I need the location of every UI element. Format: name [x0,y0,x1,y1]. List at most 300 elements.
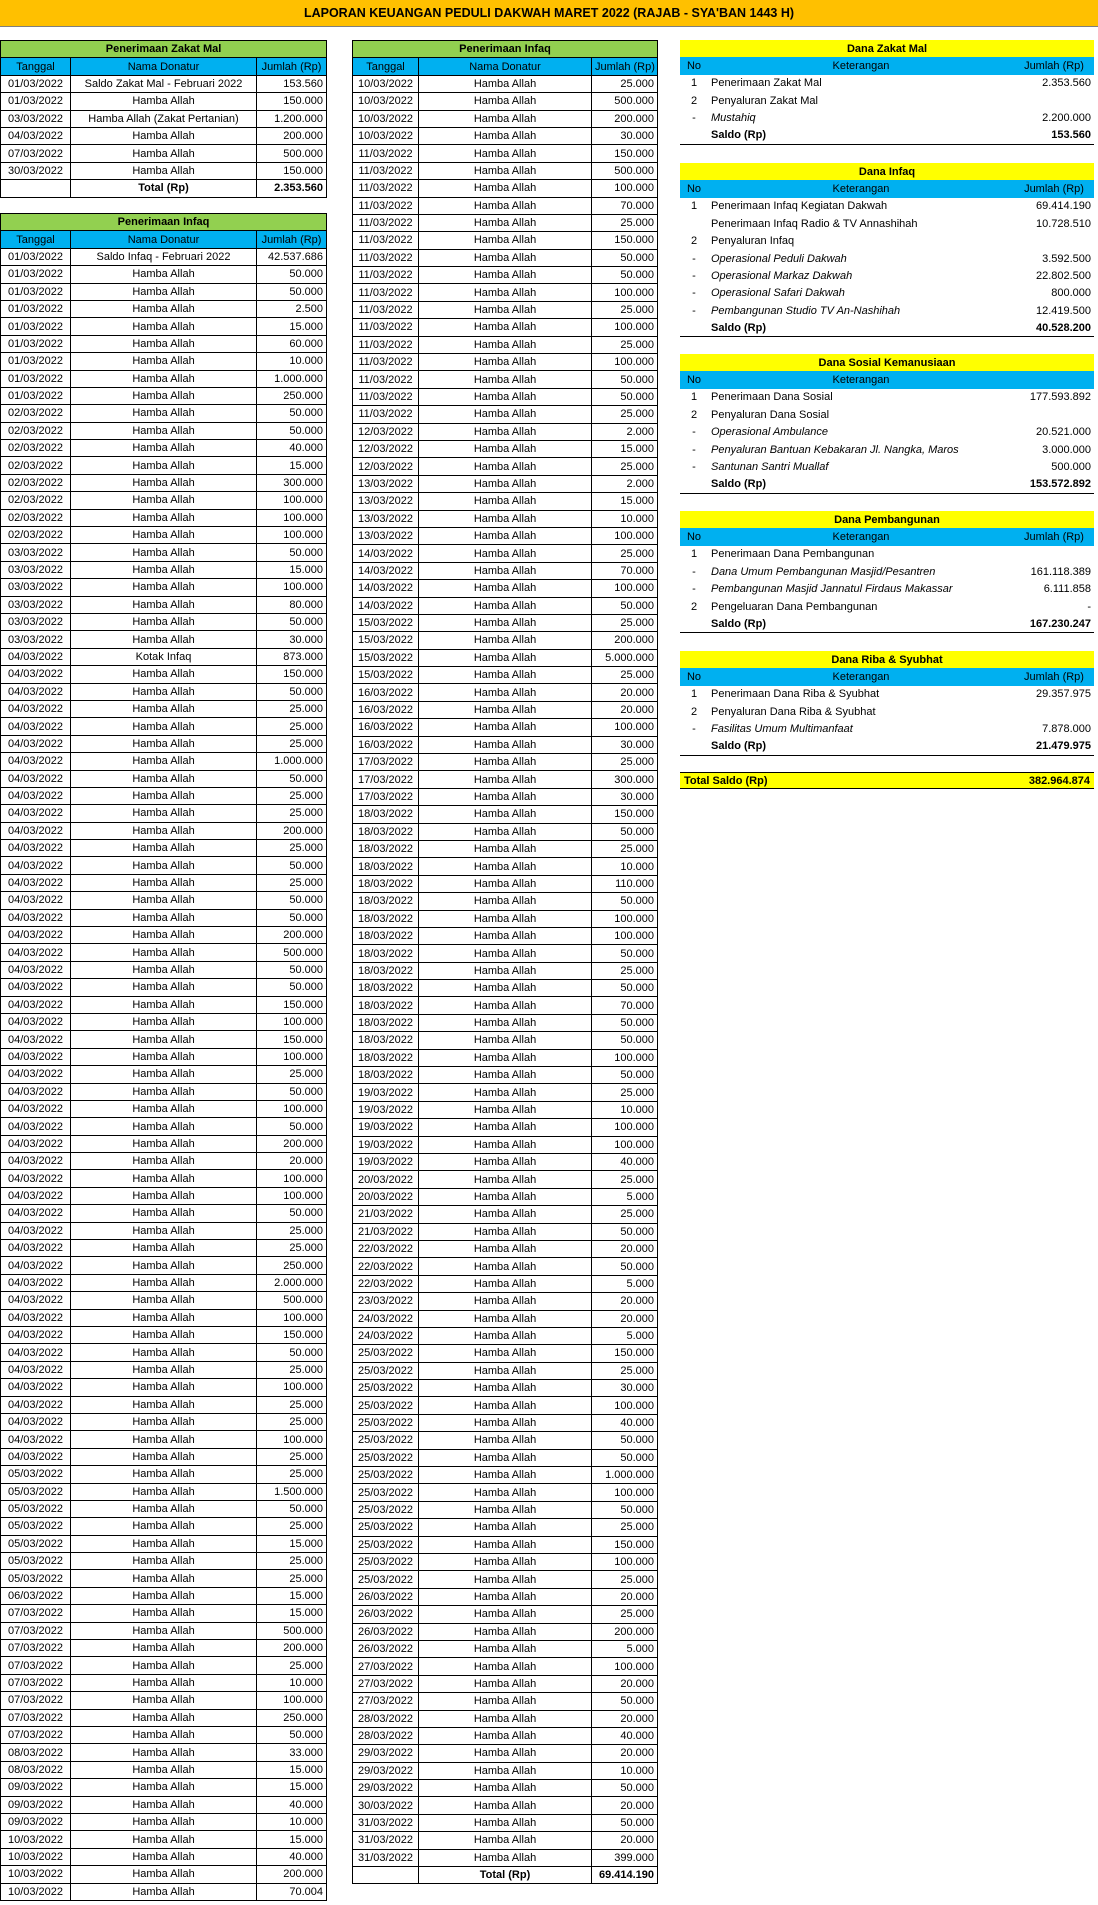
date-cell: 25/03/2022 [353,1553,419,1570]
table-row [1,1622,327,1639]
header-tanggal: Tanggal [1,58,71,75]
amount-cell: 300.000 [592,771,658,788]
date-cell: 04/03/2022 [1,700,71,717]
total-value: 69.414.190 [592,1867,658,1884]
table-row [1,857,327,874]
date-cell: 11/03/2022 [353,249,419,266]
donor-cell: Hamba Allah [71,1622,257,1639]
row-number [680,615,708,632]
row-number: - [692,287,696,300]
donor-cell: Hamba Allah [419,527,592,544]
donor-cell: Hamba Allah [419,875,592,892]
table-row [353,1553,658,1570]
date-cell: 13/03/2022 [353,493,419,510]
donor-cell: Hamba Allah [71,683,257,700]
amount-cell: 15.000 [257,561,327,578]
date-cell: 22/03/2022 [353,1258,419,1275]
donor-cell: Hamba Allah [419,319,592,336]
amount-cell: 70.000 [592,562,658,579]
amount-cell: 100.000 [592,319,658,336]
table-row [1,1674,327,1691]
row-value [1014,703,1094,720]
donor-cell: Hamba Allah [419,1536,592,1553]
date-cell: 10/03/2022 [1,1883,71,1900]
table-row [353,1327,658,1344]
date-cell: 09/03/2022 [1,1796,71,1813]
date-cell: 16/03/2022 [353,719,419,736]
summary-row [680,424,1094,441]
table-row [1,266,327,283]
table-row [1,405,327,422]
date-cell: 04/03/2022 [1,1274,71,1291]
date-cell: 11/03/2022 [353,301,419,318]
amount-cell: 50.000 [257,266,327,283]
donor-cell: Hamba Allah [419,354,592,371]
date-cell: 25/03/2022 [353,1397,419,1414]
amount-cell: 50.000 [257,1726,327,1743]
amount-cell: 50.000 [592,388,658,405]
date-cell: 04/03/2022 [1,1309,71,1326]
amount-cell: 30.000 [592,1380,658,1397]
amount-cell: 1.000.000 [257,370,327,387]
amount-cell: 250.000 [257,1257,327,1274]
row-label: Saldo (Rp) [708,738,1014,755]
row-number: - [692,304,696,317]
donor-cell: Hamba Allah [419,1380,592,1397]
donor-cell: Hamba Allah [419,493,592,510]
date-cell: 04/03/2022 [1,1066,71,1083]
amount-cell: 40.000 [257,1796,327,1813]
donor-cell: Hamba Allah [71,700,257,717]
donor-cell: Hamba Allah [419,980,592,997]
amount-cell: 25.000 [257,1240,327,1257]
summary-row [680,389,1094,406]
donor-cell: Hamba Allah [71,1205,257,1222]
table-row [353,1780,658,1797]
date-cell: 01/03/2022 [1,353,71,370]
date-cell: 04/03/2022 [1,753,71,770]
amount-cell: 25.000 [257,735,327,752]
table-row [353,1588,658,1605]
donor-cell: Hamba Allah [71,440,257,457]
date-cell: 04/03/2022 [1,1100,71,1117]
table-row [1,1413,327,1430]
date-cell: 02/03/2022 [1,492,71,509]
table-row [353,458,658,475]
donor-cell: Hamba Allah [71,596,257,613]
table-row [353,1623,658,1640]
table-row [353,684,658,701]
donor-cell: Hamba Allah [419,1745,592,1762]
table-row [1,944,327,961]
row-number: 2 [690,94,698,107]
table-row [353,1658,658,1675]
donor-cell: Hamba Allah [419,545,592,562]
summary-title-row [680,354,1094,371]
donor-cell: Hamba Allah [419,893,592,910]
date-cell: 11/03/2022 [353,232,419,249]
date-cell: 05/03/2022 [1,1518,71,1535]
date-cell: 07/03/2022 [1,1657,71,1674]
donor-cell: Hamba Allah [71,1257,257,1274]
donor-cell: Hamba Allah [419,1501,592,1518]
summary-row [680,110,1094,127]
amount-cell: 873.000 [257,648,327,665]
donor-cell: Hamba Allah [71,840,257,857]
table-row [353,1067,658,1084]
donor-cell: Hamba Allah [419,1432,592,1449]
amount-cell: 10.000 [592,1101,658,1118]
amount-cell: 100.000 [592,527,658,544]
date-cell: 07/03/2022 [1,1692,71,1709]
header-jumlah [1014,371,1094,388]
date-cell: 25/03/2022 [353,1519,419,1536]
date-cell: 25/03/2022 [353,1571,419,1588]
table-row [1,1640,327,1657]
amount-cell: 50.000 [257,909,327,926]
amount-cell: 20.000 [592,1240,658,1257]
date-cell: 01/03/2022 [1,248,71,265]
table-row [353,197,658,214]
amount-cell: 50.000 [257,770,327,787]
row-label: Mustahiq [711,112,756,125]
date-cell: 18/03/2022 [353,840,419,857]
row-label: Penerimaan Infaq Kegiatan Dakwah [711,200,888,213]
table-row [353,493,658,510]
table-row [353,893,658,910]
row-value [1014,92,1094,109]
amount-cell: 100.000 [257,1379,327,1396]
column-header-row [1,231,327,248]
total-value: 2.353.560 [257,180,327,197]
table-row [1,1013,327,1030]
amount-cell: 25.000 [592,458,658,475]
donor-cell: Hamba Allah [419,840,592,857]
summary-row [680,581,1094,598]
donor-cell: Hamba Allah [419,267,592,284]
row-value: 20.521.000 [1035,426,1092,439]
summary-header-row [680,371,1094,388]
summary-row [680,546,1094,563]
date-cell: 03/03/2022 [1,613,71,630]
summary-title-row [680,511,1094,528]
row-number: 1 [690,688,698,701]
row-number: - [692,461,696,474]
date-cell: 18/03/2022 [353,823,419,840]
donor-cell: Hamba Allah [71,961,257,978]
summary-row [680,703,1094,720]
date-cell: 10/03/2022 [1,1831,71,1848]
table-row [1,683,327,700]
summary-title: Dana Infaq [680,163,1094,180]
donor-cell: Hamba Allah [71,1553,257,1570]
amount-cell: 150.000 [257,1031,327,1048]
donor-cell: Hamba Allah [419,93,592,110]
row-number: - [692,112,696,125]
row-label: Penerimaan Dana Riba & Syubhat [711,688,880,701]
donor-cell: Hamba Allah [71,1448,257,1465]
donor-cell: Hamba Allah [71,1483,257,1500]
date-cell: 01/03/2022 [1,283,71,300]
amount-cell: 150.000 [592,1536,658,1553]
table-row [353,1362,658,1379]
amount-cell: 50.000 [592,1693,658,1710]
amount-cell: 100.000 [592,1553,658,1570]
summary-row [680,598,1094,615]
date-cell: 13/03/2022 [353,527,419,544]
date-cell: 22/03/2022 [353,1275,419,1292]
date-cell: 26/03/2022 [353,1606,419,1623]
table-row [353,1484,658,1501]
row-number: - [692,443,696,456]
date-cell: 13/03/2022 [353,510,419,527]
donor-cell: Hamba Allah [419,649,592,666]
donor-cell: Hamba Allah [419,823,592,840]
table-row [353,214,658,231]
amount-cell: 25.000 [257,1413,327,1430]
donor-cell: Hamba Allah [419,1397,592,1414]
row-label: Penerimaan Zakat Mal [711,77,822,90]
table-row [353,962,658,979]
table-row [1,162,327,179]
table-row [1,1274,327,1291]
donor-cell: Hamba Allah [71,1413,257,1430]
date-cell: 11/03/2022 [353,388,419,405]
table-row [353,1310,658,1327]
donor-cell: Hamba Allah [419,1780,592,1797]
donor-cell: Hamba Allah [419,1797,592,1814]
table-row [353,719,658,736]
table-row [353,1397,658,1414]
amount-cell: 15.000 [257,1605,327,1622]
total-saldo-bar [680,772,1094,789]
donor-cell: Hamba Allah [71,1031,257,1048]
amount-cell: 25.000 [257,1657,327,1674]
amount-cell: 200.000 [592,1623,658,1640]
table-row [1,1083,327,1100]
date-cell: 01/03/2022 [1,335,71,352]
date-cell: 11/03/2022 [353,284,419,301]
donor-cell: Hamba Allah [71,1327,257,1344]
amount-cell: 50.000 [257,892,327,909]
header-no: No [680,668,708,685]
amount-cell: 50.000 [257,1118,327,1135]
header-jumlah: Jumlah (Rp) [1014,57,1094,74]
donor-cell: Hamba Allah [419,1327,592,1344]
amount-cell: 10.000 [257,1674,327,1691]
amount-cell: 15.000 [257,1779,327,1796]
date-cell: 05/03/2022 [1,1570,71,1587]
date-cell: 18/03/2022 [353,1032,419,1049]
row-value: 167.230.247 [1014,615,1094,632]
table-row [1,1344,327,1361]
row-value [1014,546,1094,563]
table-row [353,301,658,318]
header-keterangan: Keterangan [708,57,1014,74]
table-row [1,1396,327,1413]
donor-cell: Hamba Allah [419,1553,592,1570]
row-number: 2 [690,235,698,248]
amount-cell: 25.000 [592,962,658,979]
table-row [353,840,658,857]
table-row [1,1761,327,1778]
date-cell: 10/03/2022 [353,110,419,127]
amount-cell: 50.000 [257,544,327,561]
empty-cell [1,180,71,197]
table-row [1,961,327,978]
amount-cell: 25.000 [592,1362,658,1379]
donor-cell: Hamba Allah [419,110,592,127]
header-jumlah: Jumlah (Rp) [257,58,327,75]
table-row [1,318,327,335]
row-number [680,127,708,144]
row-number: 1 [690,200,698,213]
summary-row [680,721,1094,738]
date-cell: 18/03/2022 [353,997,419,1014]
date-cell: 04/03/2022 [1,648,71,665]
donor-cell: Hamba Allah [71,770,257,787]
summary-table [680,163,1094,337]
date-cell: 04/03/2022 [1,666,71,683]
amount-cell: 60.000 [257,335,327,352]
date-cell: 31/03/2022 [353,1814,419,1831]
table-row [1,75,327,92]
donor-cell: Hamba Allah [71,370,257,387]
date-cell: 12/03/2022 [353,423,419,440]
summary-row [680,215,1094,232]
table-row [353,527,658,544]
date-cell: 24/03/2022 [353,1310,419,1327]
amount-cell: 10.000 [257,353,327,370]
date-cell: 04/03/2022 [1,1153,71,1170]
date-cell: 03/03/2022 [1,631,71,648]
row-value: 3.000.000 [1042,443,1092,456]
amount-cell: 25.000 [592,1084,658,1101]
date-cell: 25/03/2022 [353,1484,419,1501]
date-cell: 11/03/2022 [353,406,419,423]
donor-cell: Hamba Allah [419,667,592,684]
amount-cell: 5.000 [592,1327,658,1344]
amount-cell: 200.000 [592,110,658,127]
amount-cell: 25.000 [257,718,327,735]
amount-cell: 20.000 [592,684,658,701]
table-row [1,1187,327,1204]
section-title: Penerimaan Zakat Mal [1,41,327,58]
row-label: Penerimaan Dana Sosial [711,391,833,404]
row-label: Penyaluran Zakat Mal [711,94,818,107]
amount-cell: 50.000 [592,597,658,614]
date-cell: 16/03/2022 [353,684,419,701]
table-row [1,666,327,683]
row-value: 40.528.200 [1014,320,1094,337]
table-row [353,232,658,249]
date-cell: 01/03/2022 [1,300,71,317]
summary-row [680,302,1094,319]
row-number: 2 [690,600,698,613]
date-cell: 03/03/2022 [1,544,71,561]
table-row [1,874,327,891]
row-label: Penyaluran Dana Riba & Syubhat [711,705,876,718]
amount-cell: 25.000 [257,1222,327,1239]
table-row [1,909,327,926]
column-header-row [353,58,658,75]
table-row [1,492,327,509]
amount-cell: 100.000 [592,1049,658,1066]
amount-cell: 50.000 [257,283,327,300]
empty-cell [353,1867,419,1884]
donor-cell: Hamba Allah [419,440,592,457]
date-cell: 25/03/2022 [353,1345,419,1362]
donor-cell: Hamba Allah [71,544,257,561]
amount-cell: 500.000 [592,162,658,179]
date-cell: 10/03/2022 [353,127,419,144]
date-cell: 04/03/2022 [1,1240,71,1257]
header-no: No [680,57,708,74]
amount-cell: 30.000 [592,736,658,753]
date-cell: 25/03/2022 [353,1362,419,1379]
table-row [353,1223,658,1240]
summary-row [680,458,1094,475]
summary-table [680,651,1094,756]
donor-cell: Hamba Allah [419,927,592,944]
donor-cell: Hamba Allah [71,579,257,596]
date-cell: 19/03/2022 [353,1119,419,1136]
amount-cell: 250.000 [257,387,327,404]
amount-cell: 100.000 [592,1136,658,1153]
date-cell: 04/03/2022 [1,683,71,700]
date-cell: 25/03/2022 [353,1432,419,1449]
date-cell: 11/03/2022 [353,180,419,197]
table-row [1,335,327,352]
donor-cell: Hamba Allah [71,909,257,926]
date-cell: 01/03/2022 [1,75,71,92]
donor-cell: Hamba Allah [71,509,257,526]
donor-cell: Hamba Allah [71,1170,257,1187]
table-row [353,858,658,875]
date-cell: 02/03/2022 [1,422,71,439]
amount-cell: 50.000 [592,1223,658,1240]
amount-cell: 15.000 [257,457,327,474]
table-row [353,1240,658,1257]
table-row [1,1726,327,1743]
amount-cell: 399.000 [592,1849,658,1866]
amount-cell: 5.000.000 [592,649,658,666]
donor-cell: Hamba Allah [71,387,257,404]
header-keterangan: Keterangan [708,371,1014,388]
table-row [1,1796,327,1813]
table-row [1,561,327,578]
amount-cell: 30.000 [592,788,658,805]
header-nama-donatur: Nama Donatur [71,58,257,75]
date-cell: 04/03/2022 [1,1135,71,1152]
table-row [353,371,658,388]
amount-cell: 25.000 [257,840,327,857]
donor-cell: Hamba Allah [419,423,592,440]
amount-cell: 50.000 [592,945,658,962]
donor-cell: Hamba Allah [419,1084,592,1101]
amount-cell: 50.000 [257,422,327,439]
table-row [1,1309,327,1326]
amount-cell: 2.000 [592,475,658,492]
amount-cell: 40.000 [257,1848,327,1865]
donor-cell: Hamba Allah [71,353,257,370]
date-cell: 19/03/2022 [353,1084,419,1101]
table-row [1,1553,327,1570]
amount-cell: 100.000 [592,927,658,944]
table-row [1,822,327,839]
amount-cell: 150.000 [592,806,658,823]
donor-cell: Hamba Allah [419,1693,592,1710]
